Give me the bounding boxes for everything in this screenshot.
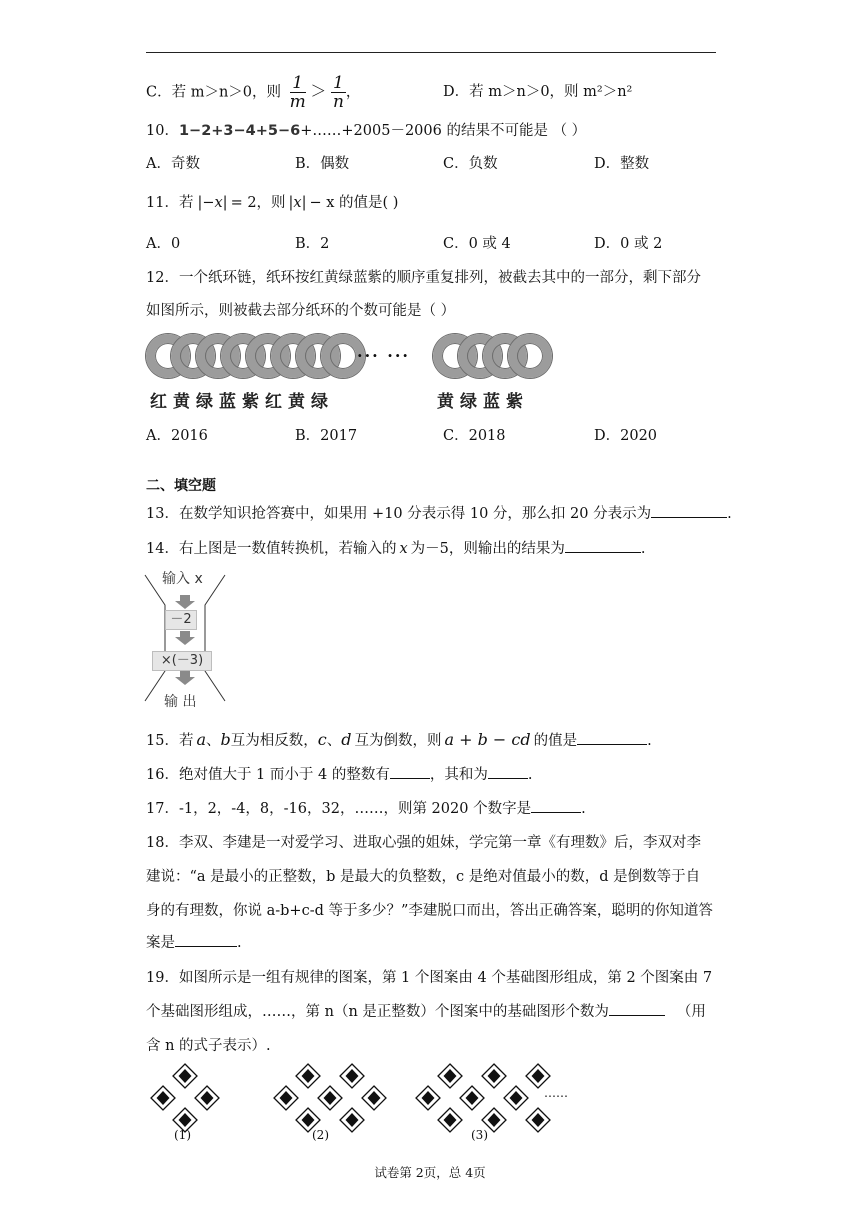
pattern-figures: [150, 1060, 590, 1160]
pattern-caption-2: (2): [312, 1128, 329, 1142]
q16: 16．绝对值大于 1 而小于 4 的整数有 ，其和为 .: [146, 763, 532, 784]
q10-option-b: B．偶数: [295, 156, 350, 172]
q10-option-d: D．整数: [594, 156, 650, 172]
answer-blank: [577, 730, 647, 745]
page-footer: 试卷第 2页，总 4页: [374, 1165, 486, 1180]
pattern-figure-3: [416, 1064, 550, 1132]
q10-stem: 10．1−2+3−4+5−6+……+2005－2006 的结果不可能是 （ ）: [146, 123, 587, 139]
answer-blank: [651, 503, 727, 518]
pattern-caption-1: (1): [174, 1128, 191, 1142]
q15: 15．若 a、b互为相反数，c、d 互为倒数，则 a + b − cd 的值是 .: [146, 730, 652, 749]
answer-blank: [488, 764, 528, 779]
q12-option-c: C．2018: [443, 428, 506, 444]
q18-line4: 案是 .: [146, 931, 242, 952]
pattern-ellipsis: ……: [544, 1086, 568, 1100]
answer-blank: [175, 932, 237, 947]
q19-line2: 个基础图形组成，……，第 n（n 是正整数）个图案中的基础图形个数为 （用: [146, 1000, 706, 1021]
answer-blank: [390, 764, 430, 779]
answer-blank: [565, 538, 641, 553]
q13: 13．在数学知识抢答赛中，如果用 +10 分表示得 10 分，那么扣 20 分表示为 .: [146, 502, 732, 523]
q11-option-a: A．0: [146, 236, 181, 252]
q12-option-d: D．2020: [594, 428, 658, 444]
q18-line1: 18．李双、李建是一对爱学习、进取心强的姐妹，学完第一章《有理数》后，李双对李: [146, 835, 701, 851]
q14: 14．右上图是一数值转换机，若输入的 x 为－5，则输出的结果为 .: [146, 537, 645, 558]
section-title: 二、填空题: [146, 478, 216, 494]
answer-blank: [609, 1001, 665, 1016]
header-rule: [146, 52, 716, 53]
q19-line3: 含 n 的式子表示）.: [146, 1038, 271, 1054]
q10-option-c: C．负数: [443, 156, 498, 172]
number-machine: [143, 563, 227, 709]
q9-option-d: D．若 m＞n＞0，则 m²＞n²: [443, 84, 633, 100]
q11-option-b: B．2: [295, 236, 330, 252]
machine-step-subtract: －2: [165, 610, 197, 630]
paper-ring: [508, 334, 552, 378]
q12-line1: 12．一个纸环链，纸环按红黄绿蓝紫的顺序重复排列，被截去其中的一部分，剩下部分: [146, 270, 701, 286]
q12-line2: 如图所示，则被截去部分纸环的个数可能是（ ）: [146, 303, 456, 319]
q11-option-d: D．0 或 2: [594, 236, 663, 252]
q10-option-a: A．奇数: [146, 156, 200, 172]
q10-expression: 1−2+3−4+5−6: [178, 123, 301, 139]
chain-ellipsis: ··· ···: [357, 346, 410, 365]
machine-output-label: 输 出: [164, 694, 197, 710]
ring-colors-left: 红黄绿蓝紫红黄绿: [150, 392, 334, 412]
q18-line2: 建说：“a 是最小的正整数，b 是最大的负整数，c 是绝对值最小的数，d 是倒数等于自: [146, 869, 701, 885]
q11-option-c: C．0 或 4: [443, 236, 511, 252]
pattern-figure-2: [274, 1064, 386, 1132]
machine-input-label: 输入 x: [162, 571, 203, 587]
q12-option-a: A．2016: [146, 428, 208, 444]
machine-step-multiply: ×(－3): [152, 651, 212, 671]
q17: 17．-1，2，-4，8，-16，32，……，则第 2020 个数字是 .: [146, 797, 586, 818]
ring-colors-right: 黄绿蓝紫: [437, 392, 529, 412]
pattern-figure-1: [151, 1064, 219, 1132]
q18-line3: 身的有理数，你说 a-b+c-d 等于多少？”李建脱口而出，答出正确答案，聪明的你知道答: [146, 903, 713, 919]
q9-option-c: C．若 m＞n＞0，则 $\frac{1}{m}$ ＞ $\frac{1}{n}$ ，: [146, 73, 361, 112]
q11-stem: 11．若 |−x| = 2，则 |x| − x 的值是( ): [146, 195, 399, 211]
answer-blank: [531, 798, 581, 813]
pattern-caption-3: (3): [471, 1128, 488, 1142]
q19-line1: 19．如图所示是一组有规律的图案，第 1 个图案由 4 个基础图形组成，第 2 个图案由 7: [146, 970, 713, 986]
q12-option-b: B．2017: [295, 428, 358, 444]
